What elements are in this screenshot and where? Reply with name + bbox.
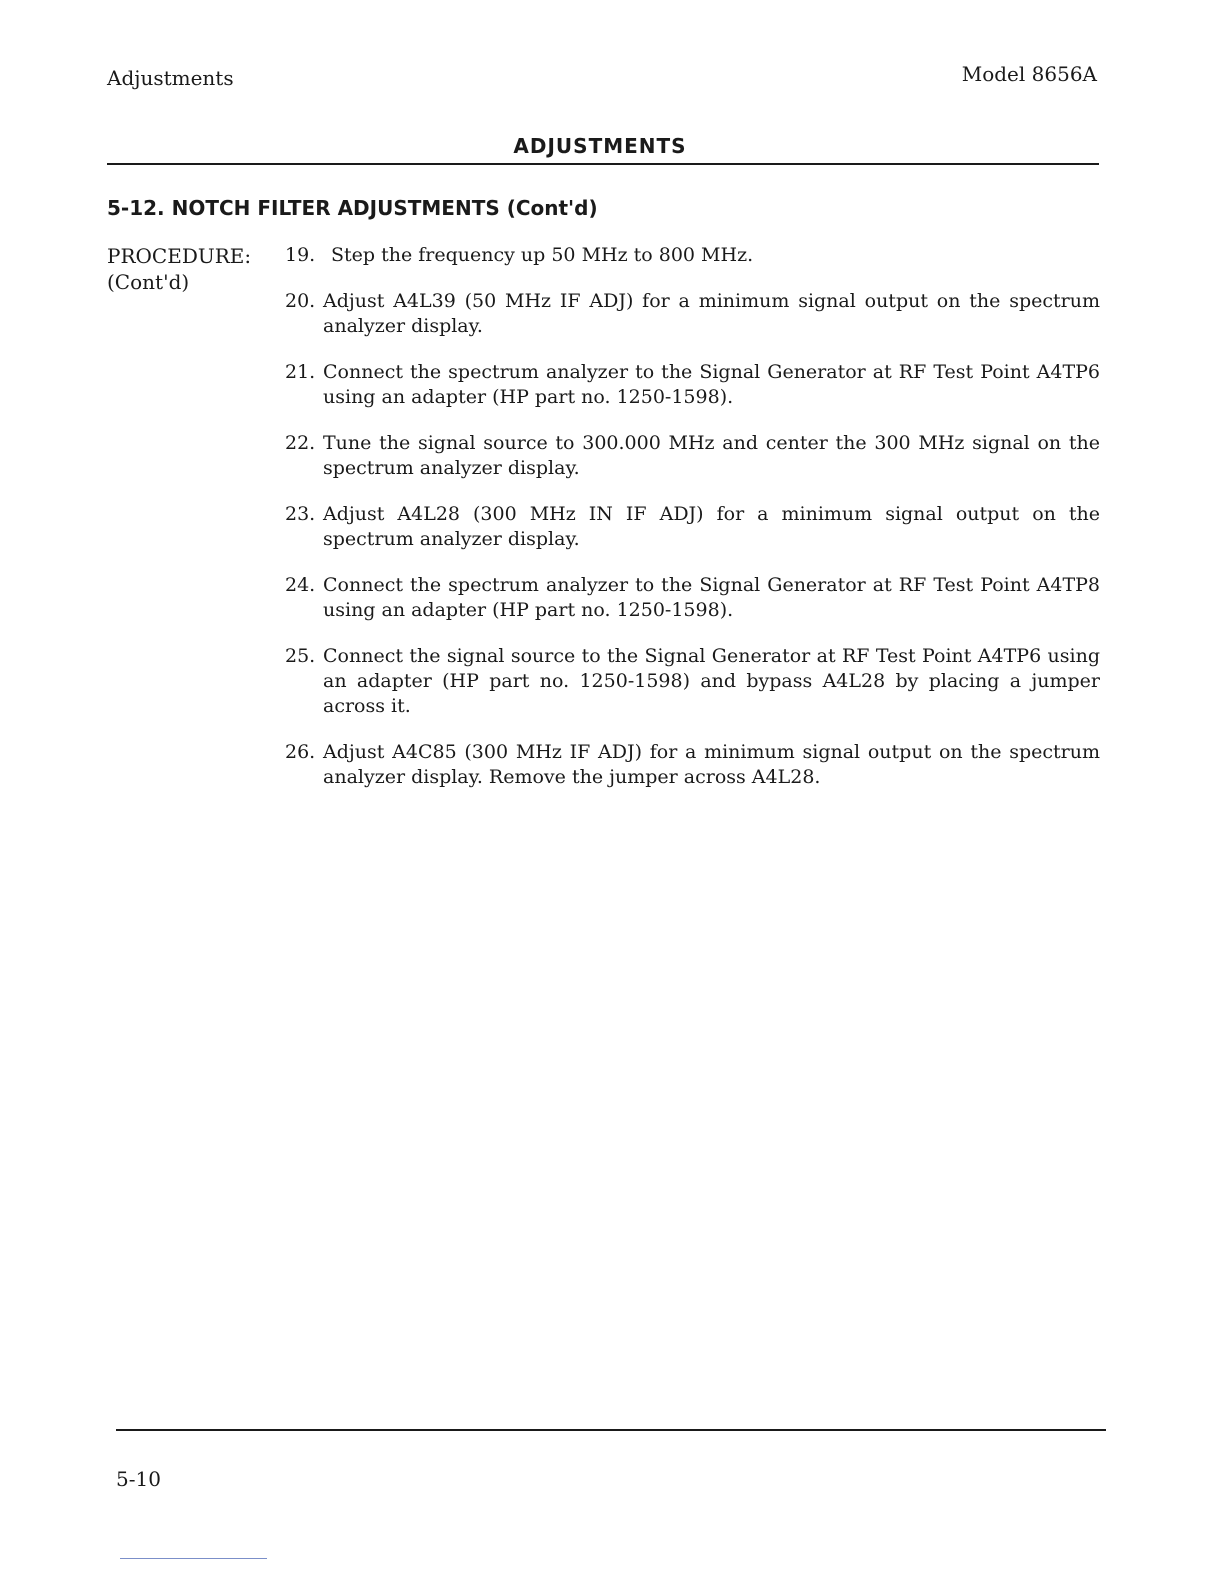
step-text: Connect the spectrum analyzer to the Signal Generator at RF Test Point A4TP8 using an adapter (HP part no. 1250-1598). bbox=[323, 574, 1100, 621]
step-text: Adjust A4C85 (300 MHz IF ADJ) for a minimum signal output on the spectrum analyzer display. Remove the jumper across A4L28. bbox=[323, 741, 1100, 788]
procedure-step bbox=[285, 573, 1100, 623]
page-number: 5-10 bbox=[116, 1467, 161, 1491]
procedure-step bbox=[285, 243, 1100, 268]
header-divider bbox=[107, 163, 1099, 165]
running-header-model: Model 8656A bbox=[961, 62, 1097, 86]
step-text: Tune the signal source to 300.000 MHz and center the 300 MHz signal on the spectrum analyzer display. bbox=[323, 432, 1100, 479]
step-text: Adjust A4L28 (300 MHz IN IF ADJ) for a minimum signal output on the spectrum analyzer display. bbox=[323, 503, 1100, 550]
step-number: 24. bbox=[285, 574, 316, 596]
step-text: Connect the spectrum analyzer to the Signal Generator at RF Test Point A4TP6 using an adapter (HP part no. 1250-1598). bbox=[323, 361, 1100, 408]
scan-edge-mark bbox=[120, 1558, 267, 1559]
step-number: 23. bbox=[285, 503, 316, 525]
running-header-section: Adjustments bbox=[107, 66, 234, 90]
procedure-step bbox=[285, 431, 1100, 481]
procedure-step bbox=[285, 360, 1100, 410]
procedure-step bbox=[285, 502, 1100, 552]
procedure-label bbox=[107, 243, 251, 295]
step-text: Adjust A4L39 (50 MHz IF ADJ) for a minimum signal output on the spectrum analyzer display. bbox=[323, 290, 1100, 337]
step-text: Connect the signal source to the Signal Generator at RF Test Point A4TP6 using an adapter (HP part no. 1250-1598) and bypass A4L28 by placing a jumper across it. bbox=[323, 645, 1100, 717]
subsection-title: 5-12. NOTCH FILTER ADJUSTMENTS (Cont'd) bbox=[107, 196, 598, 220]
step-number: 20. bbox=[285, 290, 316, 312]
footer-divider bbox=[116, 1429, 1106, 1431]
procedure-step bbox=[285, 644, 1100, 719]
step-number: 26. bbox=[285, 741, 316, 763]
step-text: Step the frequency up 50 MHz to 800 MHz. bbox=[331, 244, 754, 266]
procedure-step bbox=[285, 740, 1100, 790]
step-number: 22. bbox=[285, 432, 316, 454]
step-number: 21. bbox=[285, 361, 316, 383]
step-number: 19. bbox=[285, 244, 316, 266]
procedure-step bbox=[285, 289, 1100, 339]
section-title: ADJUSTMENTS bbox=[513, 134, 687, 158]
step-number: 25. bbox=[285, 645, 316, 667]
procedure-label-line1: PROCEDURE: bbox=[107, 244, 252, 268]
procedure-steps bbox=[285, 243, 1100, 811]
procedure-label-line2: (Cont'd) bbox=[107, 270, 190, 294]
